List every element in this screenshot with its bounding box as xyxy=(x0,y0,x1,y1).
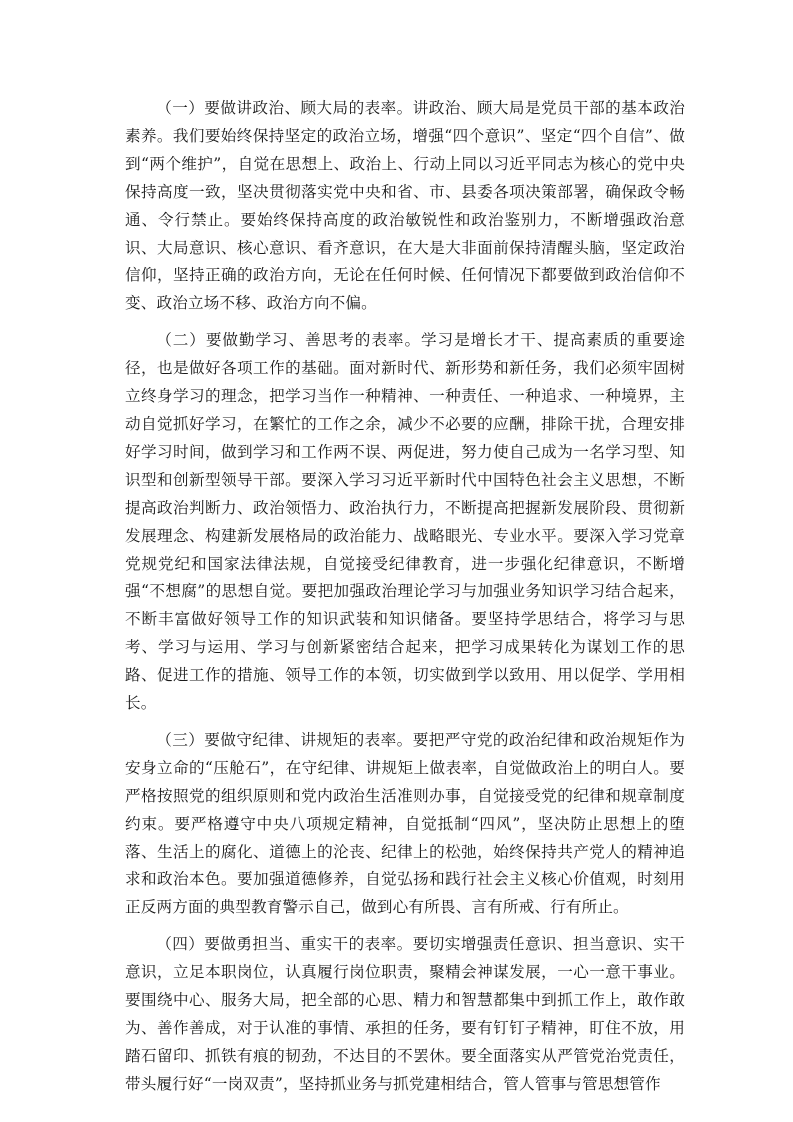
paragraph-1: （一）要做讲政治、顾大局的表率。讲政治、顾大局是党员干部的基本政治素养。我们要始终保持坚定的政治立场，增强“四个意识”、坚定“四个自信”、做到“两个维护”，自觉在思想上、政治上、行动上同以习近平同志为核心的党中央保持高度一致，坚决贯彻落实党中央和省、市、县委各项决策部署，确保政令畅通、令行禁止。要始终保持高度的政治敏锐性和政治鉴别力，不断增强政治意识、大局意识、核心意识、看齐意识，在大是大非面前保持清醒头脑，坚定政治信仰，坚持正确的政治方向，无论在任何时候、任何情况下都要做到政治信仰不变、政治立场不移、政治方向不偏。 xyxy=(125,99,685,313)
paragraph-2: （二）要做勤学习、善思考的表率。学习是增长才干、提高素质的重要途径，也是做好各项工作的基础。面对新时代、新形势和新任务，我们必须牢固树立终身学习的理念，把学习当作一种精神、一种责任、一种追求、一种境界，主动自觉抓好学习，在繁忙的工作之余，减少不必要的应酬，排除干扰，合理安排好学习时间，做到学习和工作两不误、两促进，努力使自己成为一名学习型、知识型和创新型领导干部。要深入学习习近平新时代中国特色社会主义思想，不断提高政治判断力、政治领悟力、政治执行力，不断提高把握新发展阶段、贯彻新发展理念、构建新发展格局的政治能力、战略眼光、专业水平。要深入学习党章党规党纪和国家法律法规，自觉接受纪律教育，进一步强化纪律意识，不断增强“不想腐”的思想自觉。要把加强政治理论学习与加强业务知识学习结合起来，不断丰富做好领导工作的知识武装和知识储备。要坚持学思结合，将学习与思考、学习与运用、学习与创新紧密结合起来，把学习成果转化为谋划工作的思路、促进工作的措施、领导工作的本领，切实做到学以致用、用以促学、学用相长。 xyxy=(125,331,685,713)
paragraph-4: （四）要做勇担当、重实干的表率。要切实增强责任意识、担当意识、实干意识，立足本职岗位，认真履行岗位职责，聚精会神谋发展，一心一意干事业。要围绕中心、服务大局，把全部的心思、精力和智慧都集中到抓工作上，敢作敢为、善作善成，对于认准的事情、承担的任务，要有钉钉子精神，盯住不放，用踏石留印、抓铁有痕的韧劲，不达目的不罢休。要全面落实从严管党治党责任，带头履行好“一岗双责”，坚持抓业务与抓党建相结合，管人管事与管思想管作 xyxy=(125,935,685,1093)
paragraph-3: （三）要做守纪律、讲规矩的表率。要把严守党的政治纪律和政治规矩作为安身立命的“压舱石”，在守纪律、讲规矩上做表率，自觉做政治上的明白人。要严格按照党的组织原则和党内政治生活准则办事，自觉接受党的纪律和规章制度约束。要严格遵守中央八项规定精神，自觉抵制“四风”，坚决防止思想上的堕落、生活上的腐化、道德上的沦丧、纪律上的松弛，始终保持共产党人的精神追求和政治本色。要加强道德修养，自觉弘扬和践行社会主义核心价值观，时刻用正反两方面的典型教育警示自己，做到心有所畏、言有所戒、行有所止。 xyxy=(125,730,685,917)
document-body xyxy=(125,95,685,1108)
